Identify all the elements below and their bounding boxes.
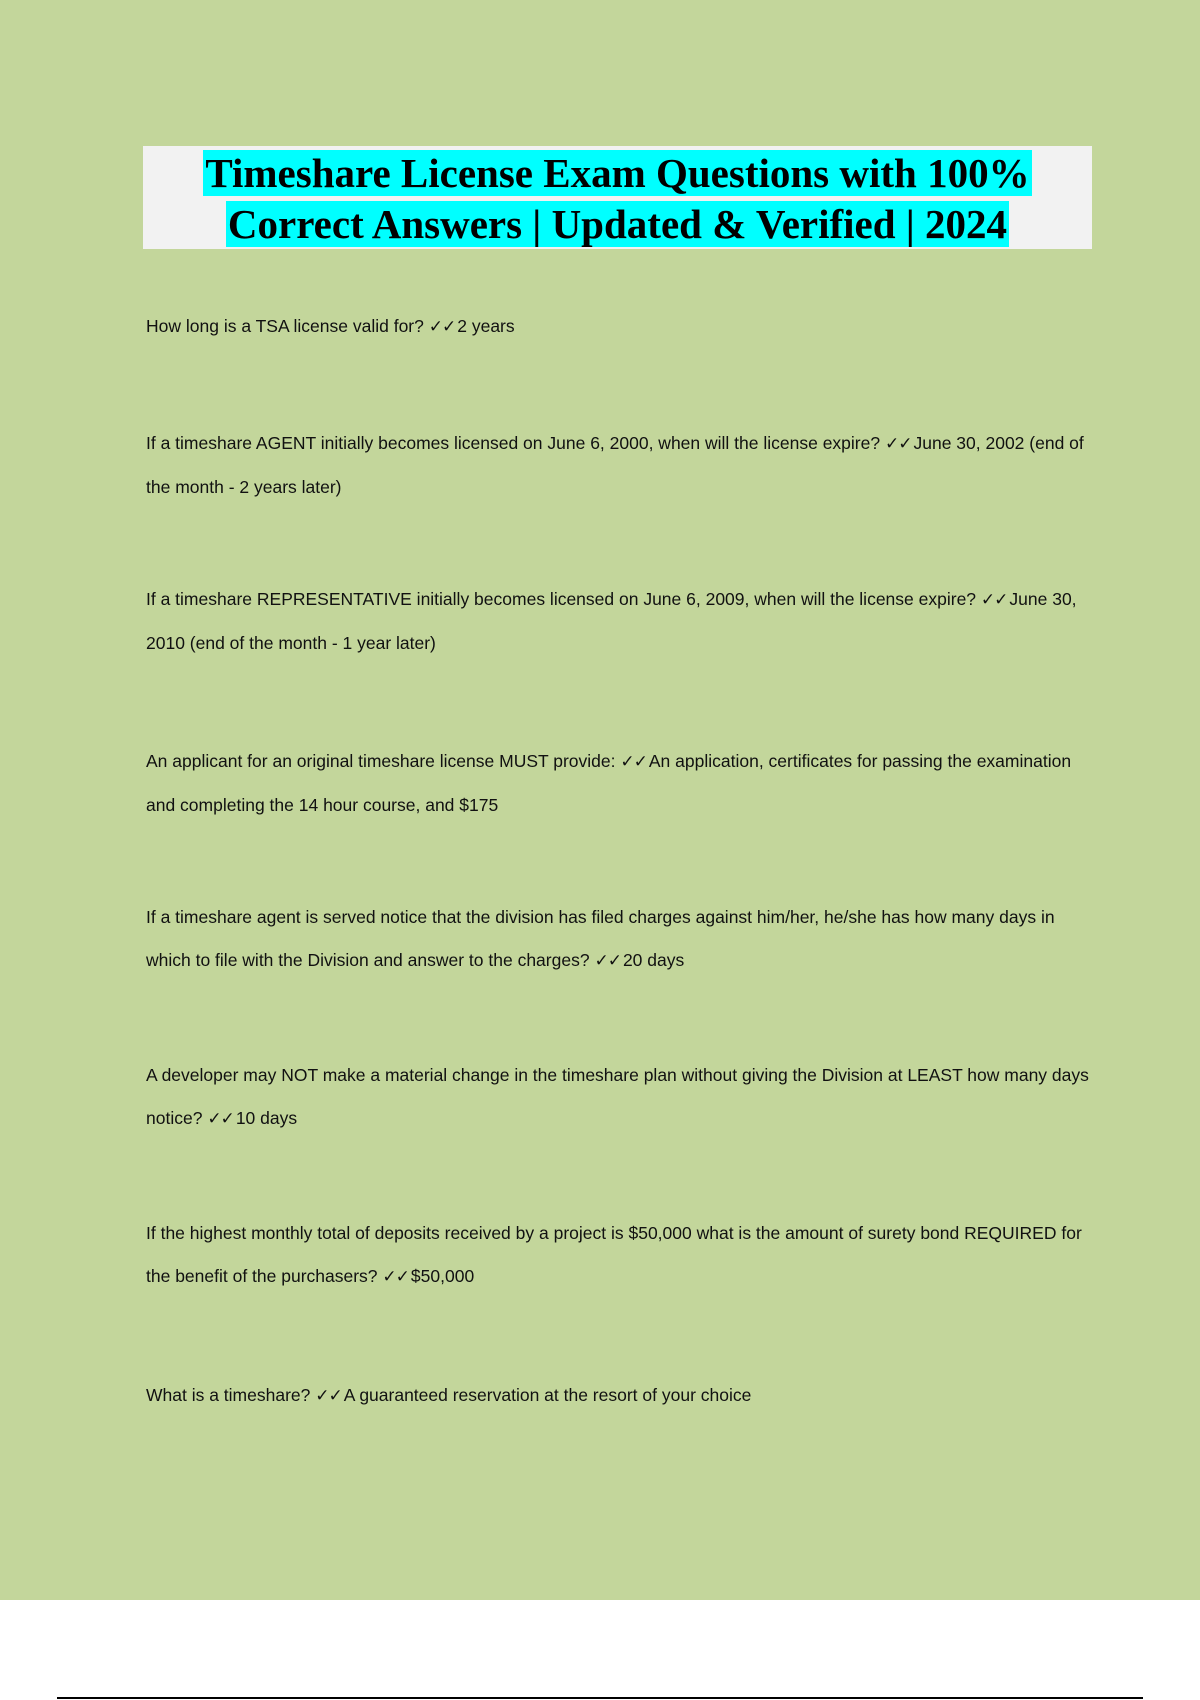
answer-text: $50,000 (410, 1266, 475, 1286)
qa-item (146, 896, 1096, 983)
question-text: An applicant for an original timeshare license MUST provide: (146, 751, 616, 771)
title-line-1: Timeshare License Exam Questions with 100% (205, 150, 1030, 196)
double-check-icon: ✓✓ (980, 590, 1008, 610)
footer-rule (57, 1697, 1143, 1699)
double-check-icon: ✓✓ (315, 1386, 342, 1406)
answer-text: 10 days (235, 1108, 298, 1128)
qa-item (146, 422, 1096, 509)
qa-item (146, 305, 1096, 349)
qa-item (146, 1212, 1096, 1299)
double-check-icon: ✓✓ (207, 1109, 234, 1129)
question-text: If a timeshare REPRESENTATIVE initially becomes licensed on June 6, 2009, when will the license expire? (146, 589, 977, 609)
question-text: How long is a TSA license valid for? (146, 316, 424, 336)
answer-text: June 30, 2010 (end of the month - 1 year later) (146, 589, 1077, 653)
double-check-icon: ✓✓ (620, 752, 647, 772)
question-text: A developer may NOT make a material change in the timeshare plan without giving the Division at LEAST how many days notice? (146, 1065, 1089, 1128)
answer-text: A guaranteed reservation at the resort of your choice (343, 1385, 752, 1405)
qa-item (146, 740, 1096, 827)
double-check-icon: ✓✓ (382, 1267, 409, 1287)
question-text: If a timeshare agent is served notice that the division has filed charges against him/her, he/she has how many days in which to file with the Division and answer to the charges? (146, 907, 1055, 970)
answer-text: 20 days (622, 950, 685, 970)
answer-text: June 30, 2002 (end of the month - 2 years later) (146, 433, 1084, 497)
answer-text: 2 years (457, 316, 515, 336)
question-text: If a timeshare AGENT initially becomes licensed on June 6, 2000, when will the license expire? (146, 433, 881, 453)
question-text: If the highest monthly total of deposits received by a project is $50,000 what is the amount of surety bond REQUIRED for the benefit of the purchasers? (146, 1223, 1082, 1286)
double-check-icon: ✓✓ (594, 951, 621, 971)
qa-item (146, 578, 1096, 665)
question-text: What is a timeshare? (146, 1385, 311, 1405)
answer-text: An application, certificates for passing the examination and completing the 14 hour course, and $175 (146, 751, 1072, 815)
double-check-icon: ✓✓ (428, 317, 456, 337)
title-banner (143, 146, 1092, 249)
double-check-icon: ✓✓ (884, 434, 912, 454)
qa-item (146, 1054, 1096, 1141)
qa-item (146, 1374, 1096, 1418)
title-line-2: Correct Answers | Updated & Verified | 2024 (227, 201, 1008, 247)
document-title (143, 146, 1092, 250)
